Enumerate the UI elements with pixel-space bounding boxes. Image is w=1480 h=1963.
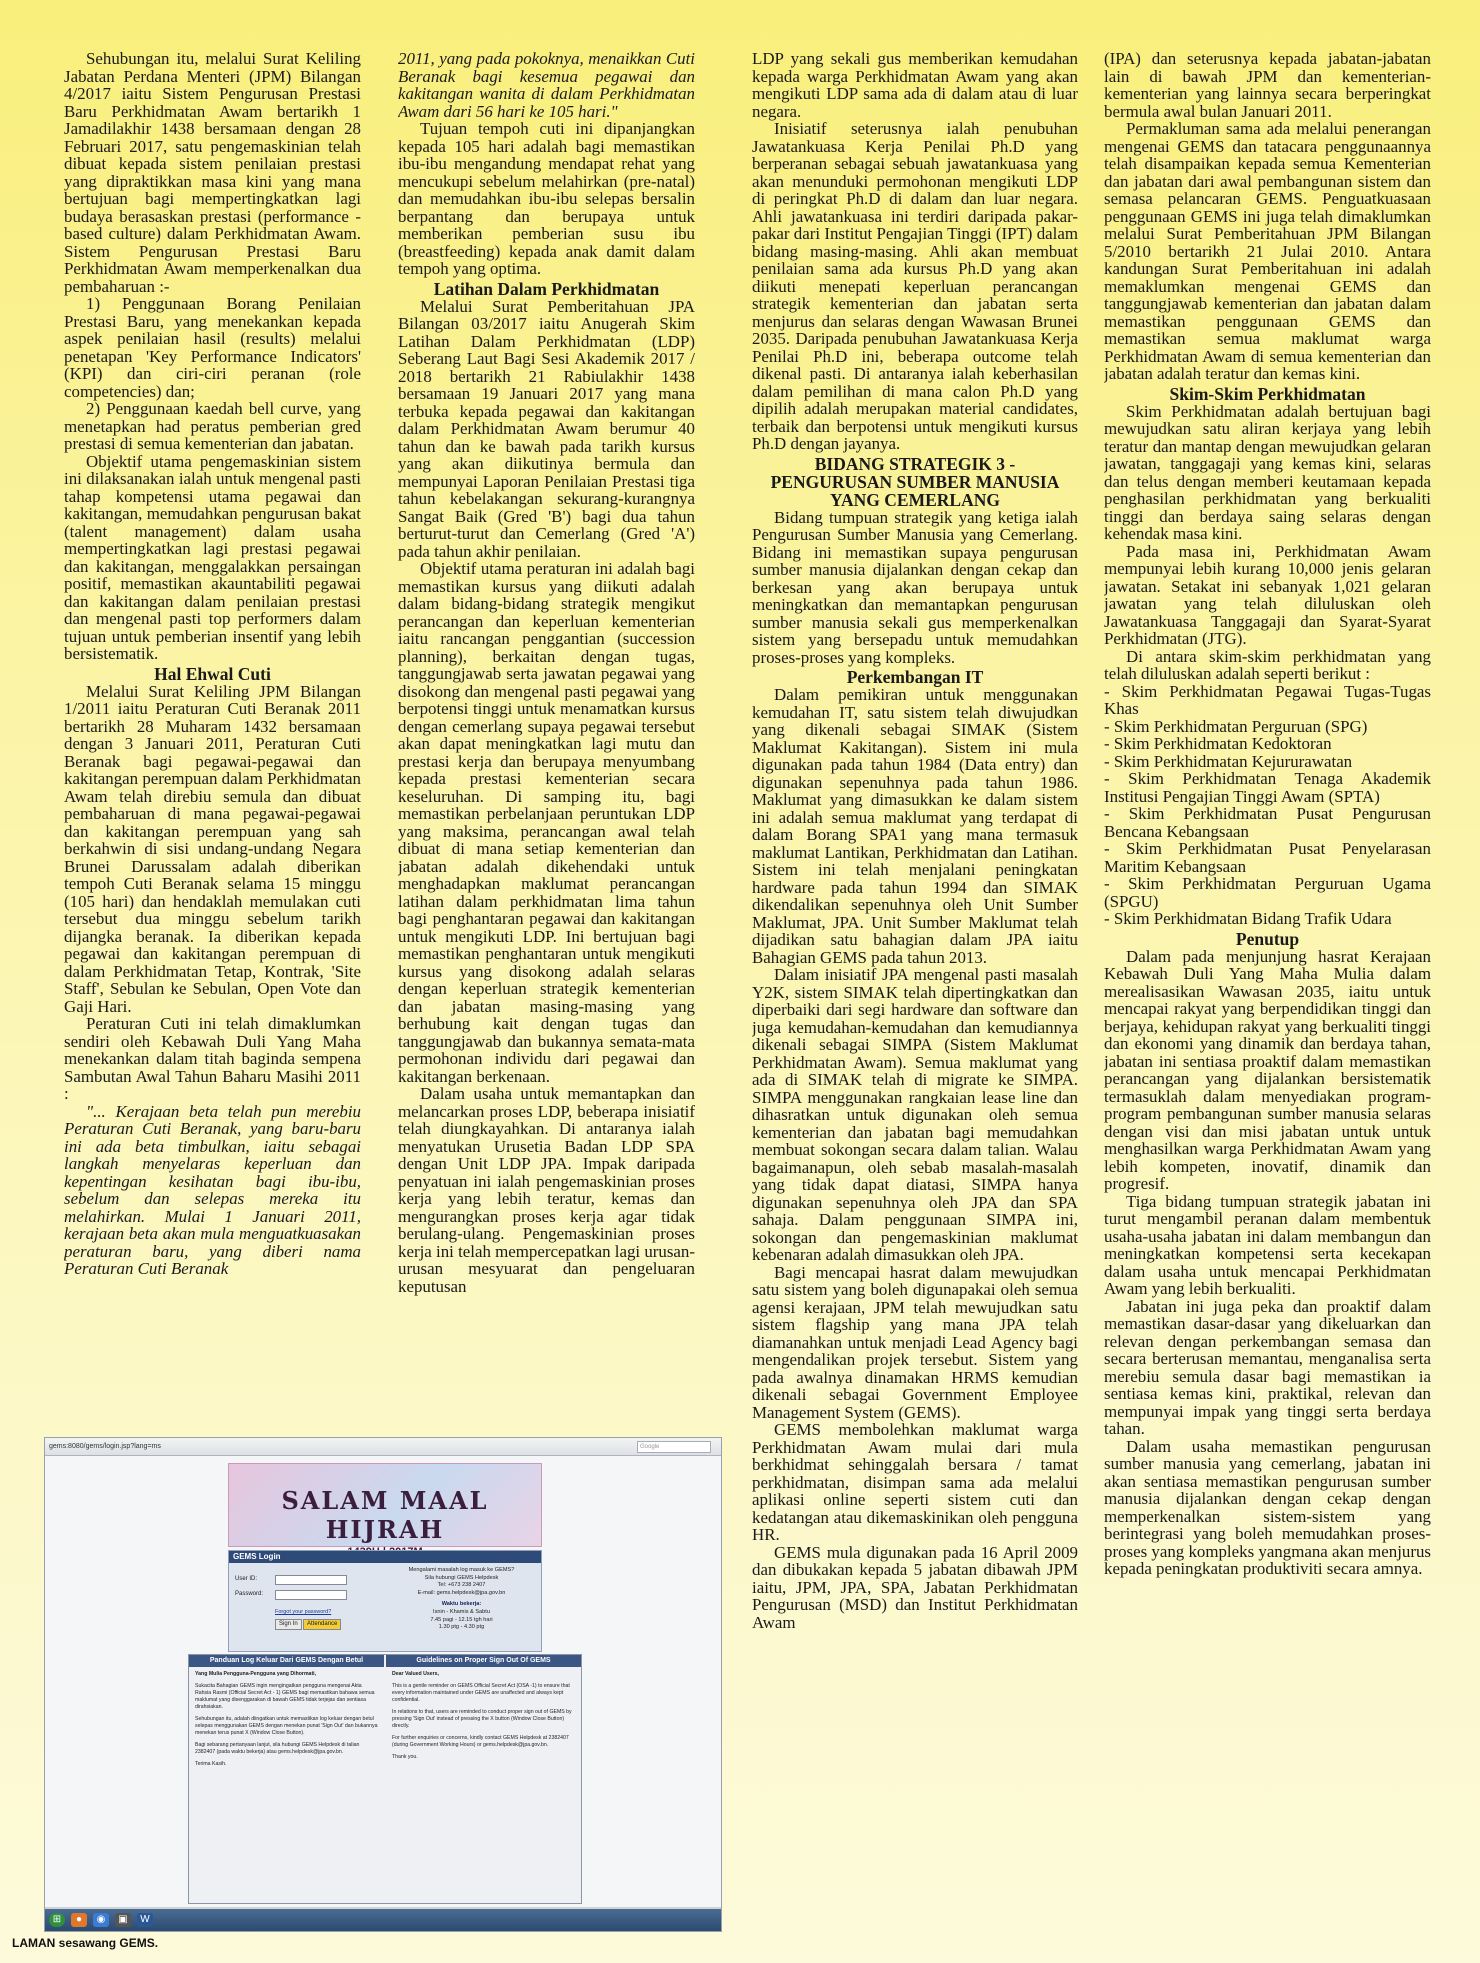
paragraph: 1) Penggunaan Borang Penilaian Prestasi Baru, yang menekankan kepada aspek penilaian hasil (results) melalui penetapan 'Key Performance Indicators' (KPI) dan ciri-ciri peranan (role competencies) dan; xyxy=(64,294,361,401)
column-4 xyxy=(1104,50,1431,1932)
paragraph: Melalui Surat Keliling JPM Bilangan 1/2011 iaitu Peraturan Cuti Beranak 2011 bertarikh 28 Muharam 1432 bersamaan dengan 3 Januari 2011, Peraturan Cuti Beranak bagi pegawai-pegawai dan kakitangan perempuan dalam Perkhidmatan Awam telah direbiu semula dan dibuat pembaharuan di mana pegawai-pegawai dan kakitangan perempuan yang sah berkahwin di sisi undang-undang Negara Brunei Darussalam adalah diberikan tempoh Cuti Beranak selama 15 minggu (105 hari) dan hendaklah memulakan cuti tersebut dua minggu sebelum tarikh dijangka beranak. Ia diberikan kepada pegawai dan kakitangan perempuan di dalam Perkhidmatan Tetap, Kontrak, 'Site Staff', Sebulan ke Sebulan, Open Vote dan Gaji Hari. xyxy=(64,681,361,1016)
list-item: - Skim Perkhidmatan Perguruan (SPG) xyxy=(1104,716,1368,736)
paragraph: Dalam inisiatif JPA mengenal pasti masalah Y2K, sistem SIMAK telah dipertingkatkan dan diperbaiki dari segi hardware dan software dan juga kemudahan-kemudahan dan kemudiannya dikenali sebagai SIMPA (Sistem Maklumat Perkhidmatan Awam). Semua maklumat yang ada di SIMAK telah di migrate ke SIMPA. SIMPA menggunakan rangkaian lease line dan dihasratkan untuk digunakan oleh semua kementerian dan jabatan bagi memudahkan membuat sokongan secara dalam talian. Walau bagaimanapun, oleh sebab masalah-masalah yang tidak dapat diatasi, SIMPA hanya digunakan sepenuhnya oleh JPA dan SPA sahaja. Dalam penggunaan SIMPA ini, sokongan dan pengemaskinian maklumat kebenaran adalah dimasukkan oleh JPA. xyxy=(752,965,1078,1264)
section-heading: Penutup xyxy=(1235,928,1300,949)
help-line-2: Sila hubungi GEMS Helpdesk xyxy=(424,1574,499,1581)
list-item: - Skim Perkhidmatan Pusat Penyelarasan Maritim Kebangsaan xyxy=(1104,839,1431,876)
paragraph: LDP yang sekali gus memberikan kemudahan kepada warga Perkhidmatan Awam yang akan mengikuti LDP sama ada di dalam atau di luar negara. xyxy=(752,50,1078,121)
notice-left-text xyxy=(195,1671,378,1773)
notice-right-title: Guidelines on Proper Sign Out Of GEMS xyxy=(386,1655,581,1667)
list-item: - Skim Perkhidmatan Perguruan Ugama (SPGU) xyxy=(1104,874,1431,911)
sign-in-button[interactable]: Sign In xyxy=(275,1619,302,1630)
paragraph: 2) Penggunaan kaedah bell curve, yang menetapkan had peratus pemberian gred prestasi di semua kementerian dan jabatan. xyxy=(64,399,361,453)
paragraph: GEMS mula digunakan pada 16 April 2009 dan dibukakan kepada 5 jabatan dibawah JPM iaitu, JPM, JPA, SPA, Jabatan Perkhidmatan Pengurusan (MSD) dan Institut Perkhidmatan Awam xyxy=(752,1542,1078,1632)
paragraph: "... Kerajaan beta telah pun merebiu Peraturan Cuti Beranak, yang baru-baru ini ada beta timbulkan, iaitu sebagai langkah menyelaras keperluan dan kepentingan kesihatan bagi ibu-ibu, sebelum dan selepas mereka itu melahirkan. Mulai 1 Januari 2011, kerajaan beta akan mula menguatkuasakan peraturan baru, yang diberi nama Peraturan Cuti Beranak xyxy=(64,1101,361,1278)
help-tel: Tel: +673 238 2407 xyxy=(437,1582,486,1589)
paragraph: Skim Perkhidmatan adalah bertujuan bagi mewujudkan satu aliran kerjaya yang lebih teratur dan mantap dengan mewujudkan gelaran jawatan, tanggagaji yang kemas kini, selaras dan telus dengan memberi keutamaan kepada penghasilan perkhidmatan yang berkualiti tinggi dan berdaya saing selaras dengan kehendak masa kini. xyxy=(1104,401,1431,543)
list-item: - Skim Perkhidmatan Kedoktoran xyxy=(1104,734,1332,753)
paragraph: Sehubungan itu, melalui Surat Keliling Jabatan Perdana Menteri (JPM) Bilangan 4/2017 iaitu Sistem Pengurusan Prestasi Baru Perkhidmatan Awam bertarikh 1 Jamadilakhir 1438 bersamaan dengan 28 Februari 2017, satu pengemaskinian telah dibuat kepada sistem penilaian prestasi yang dipraktikkan masa kini yang mana bertujuan bagi mempertingkatkan lagi budaya berasaskan prestasi (performance - based culture) dalam Perkhidmatan Awam. Sistem Pengurusan Prestasi Baru Perkhidmatan Awam memperkenalkan dua pembaharuan :- xyxy=(64,50,361,296)
notice-paragraph: Sukacita Bahagian GEMS ingin mengingatkan pengguna mengenai Akta Rahsia Rasmi (Official Secret Act - 1) GEMS bagi memastikan bahawa semua maklumat yang disenggarakan di bawah GEMS tidak terjejas dan sentiasa dirahsiakan. xyxy=(195,1683,375,1710)
paragraph: Objektif utama peraturan ini adalah bagi memastikan kursus yang diikuti adalah dalam bidang-bidang strategik mengikut perancangan dan keperluan kementerian iaitu rancangan penggantian (succession planning), berkaitan dengan tugas, tanggungjawab serta jawatan pegawai yang disokong dan mengenal pasti pegawai yang berpotensi tinggi untuk menamatkan kursus dengan cemerlang supaya pegawai tersebut akan dapat meningkatkan lagi mutu dan prestasi kerja dan berupaya menyumbang kepada prestasi kementerian secara keseluruhan. Di samping itu, bagi memastikan perbelanjaan peruntukan LDP yang maksima, perancangan awal telah dibuat di mana setiap kementerian dan jabatan adalah dikehendaki untuk menghadapkan maklumat perancangan latihan dalam perkhidmatan lima tahun bagi penghantaran pegawai dan kakitangan untuk mengikuti LDP. Ini bertujuan bagi memastikan penghantaran untuk mengikuti kursus yang disokong adalah selaras dengan keperluan strategik kementerian dan jabatan masing-masing yang berhubung kait dengan tugas dan tanggungjawab dan bukannya semata-mata permohonan individu dari pegawai dan kakitangan berkenaan. xyxy=(398,559,695,1086)
paragraph: Pada masa ini, Perkhidmatan Awam mempunyai lebih kurang 10,000 jenis gelaran jawatan. Setakat ini sebanyak 1,021 gelaran jawatan yang telah diluluskan oleh Jawatankuasa Tanggagaji dan Syarat-Syarat Perkhidmatan (JTG). xyxy=(1104,541,1431,648)
notice-paragraph: Bagi sebarang pertanyaan lanjut, sila hubungi GEMS Helpdesk di talian 2382407 (pada waktu bekerja) atau gems.helpdesk@jpa.gov.bn. xyxy=(195,1742,360,1755)
list-item: - Skim Perkhidmatan Kejururawatan xyxy=(1104,751,1353,771)
login-box xyxy=(228,1550,542,1652)
paragraph: Dalam pada menjunjung hasrat Kerajaan Kebawah Duli Yang Maha Mulia dalam merealisasikan Wawasan 2035, iaitu untuk mencapai rakyat yang berpendidikan tinggi dan berjaya, kehidupan rakyat yang berkualiti tinggi dan ekonomi yang dinamik dan berdaya tahan, jabatan ini sentiasa proaktif dalam memastikan perancangan yang dijalankan bersistematik termasuklah dalam menyediakan program-program pembangunan sumber manusia selaras dengan visi dan misi jabatan untuk untuk menghasilkan warga Perkhidmatan Awam yang lebih kompeten, inovatif, dinamik dan progresif. xyxy=(1104,946,1431,1193)
gems-page xyxy=(45,1456,721,1907)
paragraph: Permakluman sama ada melalui penerangan mengenai GEMS dan tatacara penggunaannya telah disampaikan kepada semua Kementerian dan jabatan dari awal pembangunan sistem dan semasa pelancaran GEMS. Penguatkuasaan penggunaan GEMS ini juga telah dimaklumkan melalui Surat Pemberitahuan JPM Bilangan 5/2010 bertarikh 21 Julai 2010. Antara kandungan Surat Pemberitahuan ini adalah memaklumkan mengenai GEMS dan tanggungjawab kementerian dan jabatan dalam memastikan penggunaan GEMS dan memastikan semua maklumat warga Perkhidmatan Awam di semua kementerian dan jabatan adalah teratur dan kemas kini. xyxy=(1104,119,1431,383)
working-hours-2: 1.30 ptg - 4.30 ptg xyxy=(438,1624,485,1631)
notice-paragraph: Thank you. xyxy=(392,1754,418,1760)
search-box[interactable]: Google xyxy=(637,1441,711,1453)
notice-paragraph: Dear Valued Users, xyxy=(392,1671,440,1677)
login-title: GEMS Login xyxy=(229,1551,541,1563)
password-label: Password: xyxy=(235,1591,264,1597)
notice-right-text xyxy=(392,1671,575,1766)
notice-paragraph: For further enquiries or concerns, kindly contact GEMS Helpdesk at 2382407 (during Government Working Hours) or gems.helpdesk@jpa.gov.bn. xyxy=(392,1735,569,1748)
section-heading: Perkembangan IT xyxy=(846,667,984,687)
url-text: gems:8080/gems/login.jsp?lang=ms xyxy=(49,1443,161,1450)
paragraph: Bagi mencapai hasrat dalam mewujudkan satu sistem yang boleh digunapakai oleh semua agensi kerajaan, JPM telah mewujudkan satu sistem flagship yang mana JPA telah diamanahkan untuk menjadi Lead Agency bagi mengendalikan projek tersebut. Sistem yang pada awalnya dinamakan HRMS kemudian dikenali sebagai Government Employee Management System (GEMS). xyxy=(752,1262,1078,1422)
working-hours-1: 7.45 pagi - 12.15 tgh hari xyxy=(430,1616,493,1623)
chrome-icon[interactable]: ◉ xyxy=(93,1913,109,1927)
working-hours-label: Waktu bekerja: xyxy=(441,1601,482,1608)
notice-left-title: Panduan Log Keluar Dari GEMS Dengan Betul xyxy=(189,1655,384,1667)
password-input[interactable] xyxy=(275,1590,347,1600)
word-icon[interactable]: W xyxy=(137,1913,153,1927)
paragraph: Di antara skim-skim perkhidmatan yang telah diluluskan adalah seperti berikut : xyxy=(1104,646,1431,683)
notice-paragraph: This is a gentle reminder on GEMS Official Secret Act (OSA -1) to ensure that every information maintained under GEMS are unaffected and always kept confidential. xyxy=(392,1683,570,1703)
paragraph: Objektif utama pengemaskinian sistem ini dilaksanakan ialah untuk mengenal pasti tahap kompetensi utama pegawai dan kakitangan, memudahkan pengurusan bakat (talent management) dalam usaha mempertingkatkan lagi prestasi pegawai dan kakitangan, menggalakkan persaingan positif, memastikan akauntabiliti pegawai dan kakitangan dalam penilaian prestasi dan mengenal pasti top performers dalam tujuan untuk pemberian insentif yang lebih bersistematik. xyxy=(64,451,361,663)
column-3 xyxy=(752,50,1078,1932)
notice-paragraph: Terima Kasih. xyxy=(195,1761,227,1767)
browser-address-bar[interactable] xyxy=(45,1438,721,1456)
section-heading: Latihan Dalam Perkhidmatan xyxy=(433,278,660,299)
paragraph: Jabatan ini juga peka dan proaktif dalam memastikan dasar-dasar yang dikeluarkan dan relevan dengan perkembangan semasa dan secara berterusan memantau, menganalisa serta merebiu semula dasar bagi memastikan ia sentiasa kemas kini, praktikal, relevan dan mempunyai impak yang tinggi serta berdaya tahan. xyxy=(1104,1296,1431,1438)
section-heading: Hal Ehwal Cuti xyxy=(154,663,271,684)
user-id-input[interactable] xyxy=(275,1575,347,1585)
paragraph: 2011, yang pada pokoknya, menaikkan Cuti Beranak bagi kesemua pegawai dan kakitangan wanita di dalam Perkhidmatan Awam dari 56 hari ke 105 hari." xyxy=(398,50,695,121)
list-item: - Skim Perkhidmatan Tenaga Akademik Institusi Pengajian Tinggi Awam (SPTA) xyxy=(1104,769,1431,806)
banner-title: SALAM MAAL HIJRAH xyxy=(281,1486,489,1544)
section-heading: Skim-Skim Perkhidmatan xyxy=(1169,383,1366,404)
user-id-label: User ID: xyxy=(235,1576,258,1582)
paragraph: GEMS membolehkan maklumat warga Perkhidmatan Awam mulai dari mula berkhidmat sehinggalah bersara / tamat perkhidmatan, disimpan sama ada melalui aplikasi online seperti sistem cuti dan kedatangan atau dikemaskinikan oleh pengguna HR. xyxy=(752,1420,1078,1544)
start-icon[interactable]: ⊞ xyxy=(49,1913,65,1927)
notice-paragraph: Sehubungan itu, adalah diingatkan untuk memastikan log keluar dengan betul selepas menggunakan GEMS dengan menekan punat 'Sign Out' dan bukannya menekan terus punat X (Window Close Button). xyxy=(195,1716,378,1736)
help-line-1: Mengalami masalah log masuk ke GEMS? xyxy=(408,1567,515,1573)
list-item: - Skim Perkhidmatan Pusat Pengurusan Bencana Kebangsaan xyxy=(1104,804,1431,841)
taskbar xyxy=(45,1909,721,1931)
section-heading: BIDANG STRATEGIK 3 - PENGURUSAN SUMBER MANUSIA YANG CEMERLANG xyxy=(770,453,1060,510)
paragraph: Dalam usaha memastikan pengurusan sumber manusia yang cemerlang, jabatan ini akan sentiasa memastikan pengurusan sumber manusia dijalankan dengan cekap dengan memperkenalkan sistem-sistem yang berintegrasi yang boleh memudahkan proses-proses yang kompleks yangmana akan menjurus kepada peningkatan produktiviti secara amnya. xyxy=(1104,1436,1431,1578)
media-icon[interactable]: ▣ xyxy=(115,1913,131,1927)
column-1 xyxy=(64,50,361,1424)
paragraph: Melalui Surat Pemberitahuan JPA Bilangan 03/2017 iaitu Anugerah Skim Latihan Dalam Perkhidmatan (LDP) Seberang Laut Bagi Sesi Akademik 2017 / 2018 bertarikh 21 Rabiulakhir 1438 bersamaan 19 Januari 2017 yang mana terbuka kepada pegawai dan kakitangan dalam Perkhidmatan Awam berumur 40 tahun dan ke bawah pada tarikh kursus yang akan diikutinya bermula dan mempunyai Laporan Penilaian Prestasi tiga tahun kebelakangan sekurang-kurangnya Sangat Baik (Gred 'B') bagi dua tahun berturut-turut dan Cemerlang (Gred 'A') pada tahun akhir penilaian. xyxy=(398,296,695,561)
paragraph: Inisiatif seterusnya ialah penubuhan Jawatankuasa Kerja Penilai Ph.D yang berperanan sebagai sebuah jawatankuasa yang akan menunduki permohonan mengikuti LDP di peringkat Ph.D di dalam dan luar negara. Ahli jawatankuasa ini terdiri daripada pakar-pakar dari Institut Pengajian Tinggi (IPT) dalam bidang masing-masing. Ahli akan membuat penilaian sama ada kursus Ph.D yang akan diikuti menepati keperluan perancangan strategik kementerian dan jabatan serta menjurus dan selaras dengan Wawasan Brunei 2035. Daripada penubuhan Jawatankuasa Kerja Penilai Ph.D ini, beberapa outcome telah dikenal pasti. Di antaranya ialah keberhasilan dalam pemilihan di mana calon Ph.D yang dipilih adalah merupakan material candidates, terbaik dan berpotensi untuk mengikuti kursus Ph.D dengan jayanya. xyxy=(752,119,1078,453)
list-item: - Skim Perkhidmatan Pegawai Tugas-Tugas Khas xyxy=(1104,681,1431,718)
paragraph: Bidang tumpuan strategik yang ketiga ialah Pengurusan Sumber Manusia yang Cemerlang. Bidang ini memastikan supaya pengurusan sumber manusia dijalankan dengan cekap dan berkesan yang akan berupaya untuk meningkatkan dan memantapkan pengurusan sumber manusia sekali gus memperkenalkan sistem yang bersepadu untuk memudahkan proses-proses yang kompleks. xyxy=(752,507,1078,667)
notice-paragraph: In relations to that, users are reminded to conduct proper sign out of GEMS by pressing 'Sign Out' instead of pressing the X button (Window Close Button) directly. xyxy=(392,1709,572,1729)
paragraph: Tiga bidang tumpuan strategik jabatan ini turut mengambil peranan dalam membentuk usaha-usaha jabatan ini dalam membangun dan meningkatkan kompetensi serta kecekapan dalam usaha untuk mencapai Perkhidmatan Awam yang lebih berkualiti. xyxy=(1104,1191,1431,1298)
paragraph: Dalam usaha untuk memantapkan dan melancarkan proses LDP, beberapa inisiatif telah diungkayahkan. Di antaranya ialah menyatukan Urusetia Badan LDP SPA dengan Unit LDP JPA. Impak daripada penyatuan ini ialah pengemaskinian proses kerja yang lebih teratur, kemas dan mengurangkan proses kerja agar tidak berulang-ulang. Pengemaskinian proses kerja ini telah mempercepatkan lagi urusan-urusan mesyuarat dan pengeluaran keputusan xyxy=(398,1084,695,1296)
working-days: Isnin - Khamis & Sabtu xyxy=(433,1608,490,1615)
paragraph: Dalam pemikiran untuk menggunakan kemudahan IT, satu sistem telah diwujudkan yang dikenali sebagai SIMAK (Sistem Maklumat Kakitangan). Sistem ini mula digunakan pada tahun 1984 (Data entry) dan digunakan sepenuhnya pada tahun 1986. Maklumat yang dimasukkan ke dalam sistem ini adalah semua maklumat yang terdapat di dalam Borang SPA1 yang mana termasuk maklumat Lantikan, Perkhidmatan dan Latihan. Sistem ini telah menjalani peningkatan hardware pada tahun 1994 dan SIMAK dikendalikan sepenuhnya oleh Unit Sumber Maklumat, JPA. Unit Sumber Maklumat telah dijadikan satu bahagian dalam JPA iaitu Bahagian GEMS pada tahun 2013. xyxy=(752,685,1078,967)
attendance-button[interactable]: Attendance xyxy=(303,1619,341,1630)
paragraph: (IPA) dan seterusnya kepada jabatan-jabatan lain di bawah JPM dan kementerian-kementerian yang lainnya secara berperingkat bermula awal bulan Januari 2011. xyxy=(1104,50,1431,121)
paragraph: Peraturan Cuti ini telah dimaklumkan sendiri oleh Kebawah Duli Yang Maha menekankan dalam titah baginda sempena Sambutan Awal Tahun Baharu Masihi 2011 : xyxy=(64,1014,361,1103)
list-item: - Skim Perkhidmatan Bidang Trafik Udara xyxy=(1104,909,1392,928)
gems-screenshot xyxy=(44,1437,722,1932)
helpdesk-info xyxy=(389,1567,534,1632)
signout-notice xyxy=(188,1654,582,1904)
firefox-icon[interactable]: ● xyxy=(71,1913,87,1927)
hijrah-banner xyxy=(228,1463,542,1547)
image-caption: LAMAN sesawang GEMS. xyxy=(12,1936,159,1950)
forgot-password-link[interactable]: Forgot your password? xyxy=(275,1609,332,1615)
notice-paragraph: Yang Mulia Pengguna-Pengguna yang Dihormati, xyxy=(195,1671,317,1677)
column-2 xyxy=(398,50,695,1425)
help-email[interactable]: E-mail: gems.helpdesk@jpa.gov.bn xyxy=(417,1589,506,1596)
paragraph: Tujuan tempoh cuti ini dipanjangkan kepada 105 hari adalah bagi memastikan ibu-ibu mengandung mendapat rehat yang mencukupi sebelum melahirkan (pre-natal) dan memudahkan ibu-ibu selepas bersalin berpantang dan berupaya untuk memberikan pemberian susu ibu (breastfeeding) kepada anak damit dalam tempoh yang optima. xyxy=(398,119,695,278)
